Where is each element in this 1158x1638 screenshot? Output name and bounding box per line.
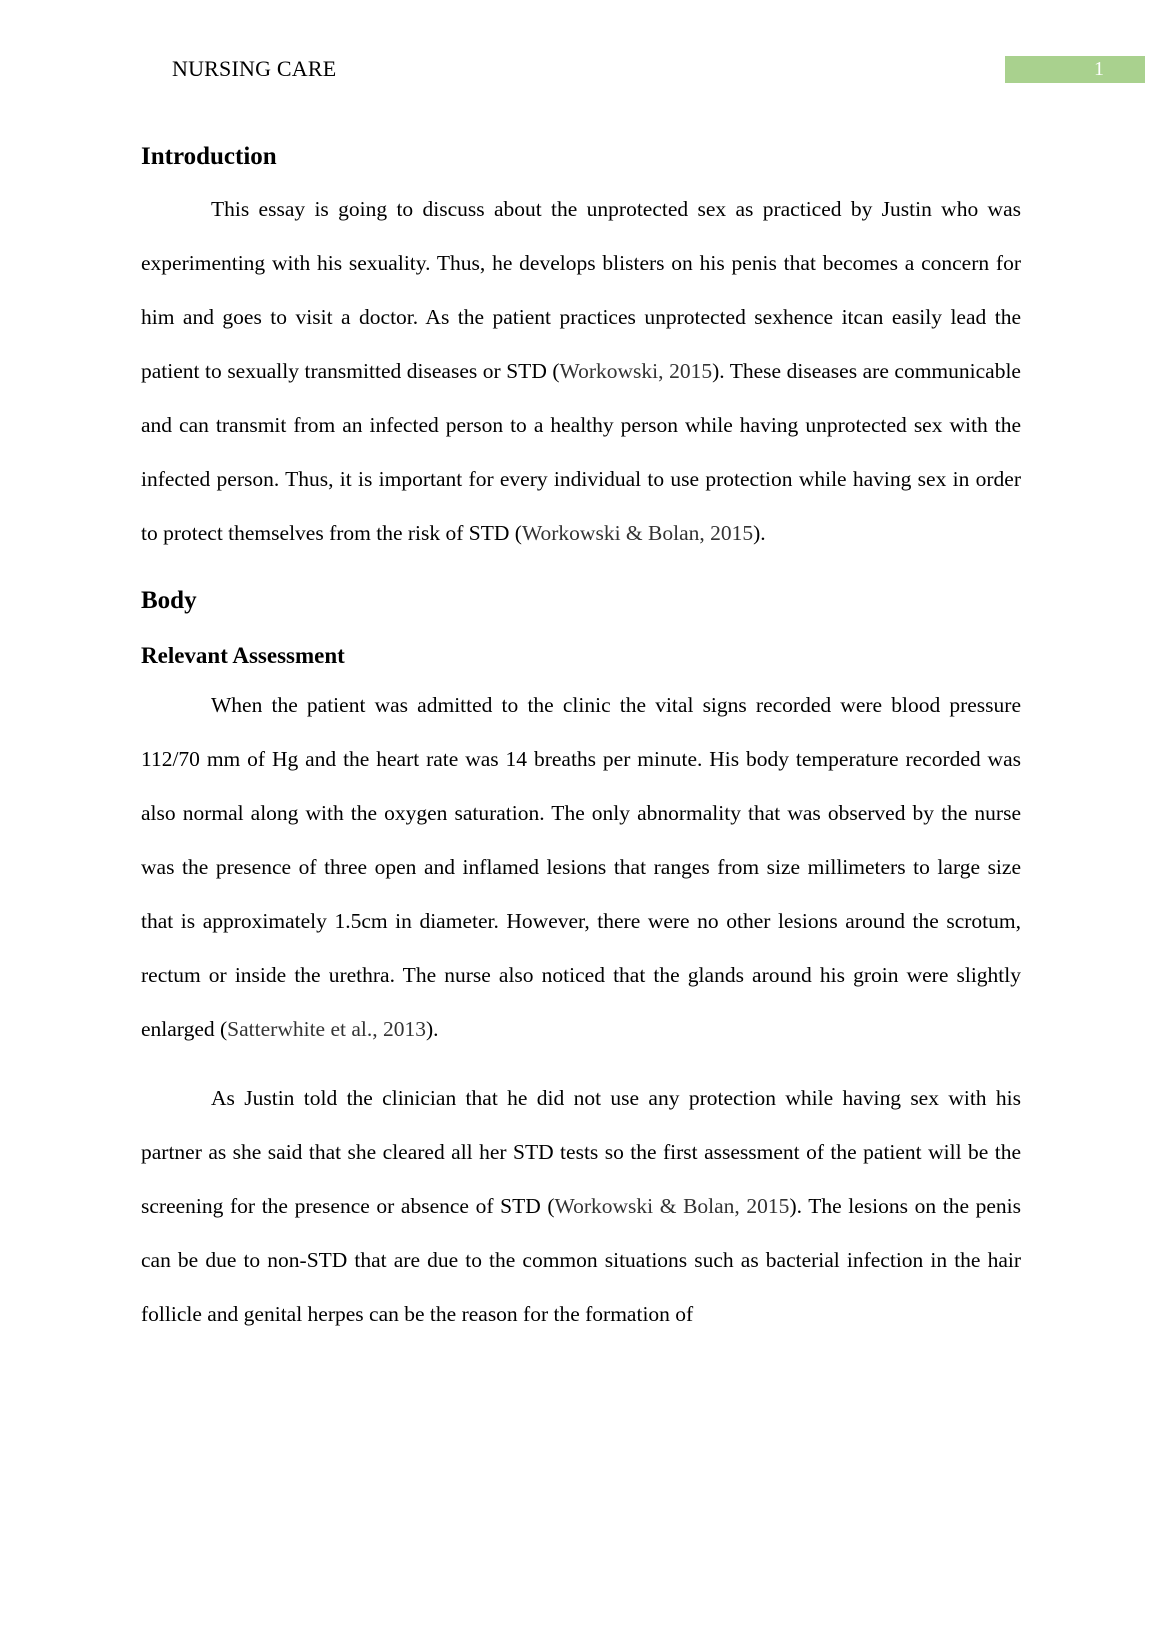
assess-text-2: As Justin told the clinician that he did not use any protection while having sex with his partner as she said that she cleared all her STD tests so the first assessment of the patient will be the screening for the presence or absence of STD ( bbox=[141, 1086, 1021, 1218]
intro-text-3: ). bbox=[753, 521, 766, 545]
introduction-paragraph bbox=[141, 182, 1021, 560]
citation-workowski-2015: Workowski, 2015 bbox=[559, 359, 713, 383]
citation-workowski-bolan-2015-b: Workowski & Bolan, 2015 bbox=[554, 1194, 790, 1218]
relevant-assessment-heading: Relevant Assessment bbox=[141, 643, 345, 668]
assess-text-1: When the patient was admitted to the clinic the vital signs recorded were blood pressure 112/70 mm of Hg and the heart rate was 14 breaths per minute. His body temperature recorded was also normal along with the oxygen saturation. The only abnormality that was observed by the nurse was the presence of three open and inflamed lesions that ranges from size millimeters to large size that is approximately 1.5cm in diameter. However, there were no other lesions around the scrotum, rectum or inside the urethra. The nurse also noticed that the glands around his groin were slightly enlarged ( bbox=[141, 693, 1021, 1041]
assess-text-2-end: ). The lesions on the penis can be due to non-STD that are due to the common situations such as bacterial infection in the hair follicle and genital herpes can be the reason for the formation of bbox=[141, 1194, 1021, 1326]
assessment-paragraph-2 bbox=[141, 1071, 1021, 1341]
document-body bbox=[141, 134, 1021, 1341]
intro-text-2: ). These diseases are communicable and can transmit from an infected person to a healthy person while having unprotected sex with the infected person. Thus, it is important for every individual to use protection while having sex in order to protect themselves from the risk of STD ( bbox=[141, 359, 1021, 545]
page-number: 1 bbox=[1005, 56, 1145, 83]
assess-text-1-end: ). bbox=[426, 1017, 439, 1041]
intro-text-1: This essay is going to discuss about the unprotected sex as practiced by Justin who was experimenting with his sexuality. Thus, he develops blisters on his penis that becomes a concern for him and goes to visit a doctor. As the patient practices unprotected sexhence itcan easily lead the patient to sexually transmitted diseases or STD ( bbox=[141, 197, 1021, 383]
introduction-heading: Introduction bbox=[141, 143, 277, 170]
assessment-paragraph-1 bbox=[141, 678, 1021, 1056]
running-head: NURSING CARE bbox=[172, 56, 337, 81]
citation-workowski-bolan-2015: Workowski & Bolan, 2015 bbox=[521, 521, 754, 545]
body-heading: Body bbox=[141, 587, 197, 614]
citation-satterwhite-2013: Satterwhite et al., 2013 bbox=[227, 1017, 426, 1041]
